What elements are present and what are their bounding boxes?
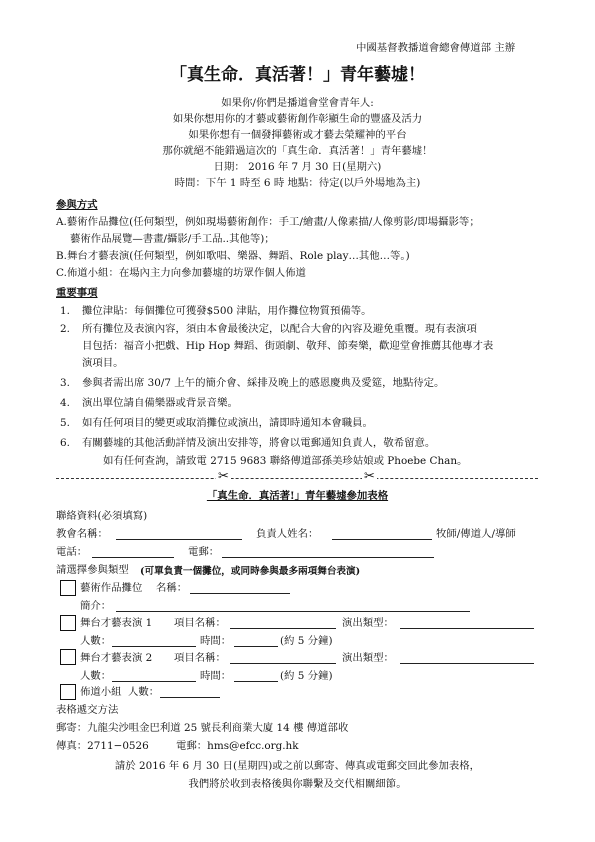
phone-field[interactable] [92,557,174,558]
select-type-label: 請選擇參與類型 [56,564,129,576]
stage2-item-name-label: 項目名稱： [174,652,226,664]
stage1-people-field[interactable] [112,646,196,647]
note-text-2c: 演項目。 [82,357,124,369]
booth-name-label: 名稱： [156,582,188,594]
booth-label: 藝術作品攤位 [80,582,143,594]
church-label: 教會名稱： [56,528,108,540]
submit-heading: 表格遞交方法 [56,704,119,716]
intro-line-1: 如果你/你們是播道會堂會青年人: [221,97,374,109]
fax-number: 傳真：2711−0526 [56,740,149,752]
note-number-1: 1. [60,305,70,317]
note-number-3: 3. [60,377,70,389]
mail-address: 郵寄：九龍尖沙咀金巴利道 25 號長利商業大廈 14 樓 傳道部收 [56,722,349,734]
stage2-time-note: (約 5 分鐘) [280,670,333,682]
event-date: 日期： 2016 年 7 月 30 日(星期六) [213,161,382,173]
deadline-line-2: 我們將於收到表格後與你聯繫及交代相關細節。 [188,778,407,790]
stage2-item-name-field[interactable] [230,663,336,664]
stage2-perf-type-label: 演出類型： [342,652,394,664]
booth-name-field[interactable] [190,593,290,594]
person-name-field[interactable] [332,539,432,540]
scissors-icon: ✂ [218,469,229,484]
stage2-people-label: 人數： [80,670,112,682]
email-field[interactable] [222,557,434,558]
note-text-3: 參與者需出席 30/7 上午的簡介會、綵排及晚上的感恩慶典及愛筵，地點待定。 [82,377,445,389]
stage2-time-label: 時間： [200,670,232,682]
stage2-label: 舞台才藝表演 2 [80,652,153,664]
email-label: 電郵： [188,546,220,558]
evangel-label: 佈道小組 [80,686,122,698]
stage1-label: 舞台才藝表演 1 [80,617,153,629]
stage2-people-field[interactable] [112,681,196,682]
stage1-perf-type-field[interactable] [400,628,534,629]
stage2-time-field[interactable] [234,681,278,682]
booth-checkbox[interactable] [60,580,76,596]
scissors-icon: ✂ [364,469,375,484]
contact-line: 如有任何查詢，請致電 2715 9683 聯絡傳道部孫美珍姑娘或 Phoebe Chan。 [103,455,468,467]
contact-heading: 聯絡資料(必須填寫) [56,510,148,522]
stage1-time-note: (約 5 分鐘) [280,635,333,647]
participation-item-a: A.藝術作品攤位(任何類型，例如現場藝術創作：手工/繪畫/人像素描/人像剪影/即場攝影等； [56,216,480,228]
note-number-6: 6. [60,437,70,449]
participation-item-c: C.佈道小組：在場內主力向參加藝墟的坊眾作個人佈道 [56,267,306,279]
person-label: 負責人姓名： [256,528,319,540]
evangel-checkbox[interactable] [60,684,76,700]
intro-line-3: 如果你想有一個發揮藝術或才藝去榮耀神的平台 [188,129,407,141]
email-address: 電郵：hms@efcc.org.hk [176,740,299,752]
participation-item-a-cont: 藝術作品展覽—書畫/攝影/手工品..其他等)； [70,233,275,245]
organizer-line: 中國基督教播道會總會傳道部 主辦 [356,42,516,54]
cut-line [56,478,538,479]
note-number-5: 5. [60,417,70,429]
participation-item-b: B.舞台才藝表演(任何類型，例如歌唱、樂器、舞蹈、Role play…其他…等。) [56,250,410,262]
note-text-1: 攤位津貼：每個攤位可獲發$500 津貼，用作攤位物質預備等。 [82,305,372,317]
note-text-4: 演出單位請自備樂器或背景音樂。 [82,397,238,409]
page-title: 「真生命．真活著！」青年藝墟！ [170,65,425,85]
form-title: 「真生命．真活著!」青年藝墟參加表格 [206,490,389,502]
stage1-item-name-field[interactable] [230,628,336,629]
note-text-6: 有關藝墟的其他活動詳情及演出安排等，將會以電郵通知負責人，敬希留意。 [82,437,436,449]
participation-heading: 參與方式 [56,199,98,211]
stage1-checkbox[interactable] [60,615,76,631]
deadline-line-1: 請於 2016 年 6 月 30 日(星期四)或之前以郵寄、傳真或電郵交回此參加表格， [114,760,481,772]
intro-line-4: 那你就絕不能錯過這次的「真生命．真活著！」青年藝墟！ [162,145,433,157]
stage1-time-field[interactable] [234,646,278,647]
note-text-2: 所有攤位及表演內容，須由本會最後決定，以配合大會的內容及避免重覆。現有表演項 [82,323,477,335]
stage1-perf-type-label: 演出類型： [342,617,394,629]
stage2-checkbox[interactable] [60,649,76,665]
select-type-note: (可單負責一個攤位，或同時參與最多兩項舞台表演) [140,566,361,577]
note-text-2b: 目包括：福音小把戲、Hip Hop 舞蹈、街頭劇、敬拜、節奏樂，歡迎堂會推薦其他專才表 [82,340,494,352]
note-number-2: 2. [60,323,70,335]
stage1-item-name-label: 項目名稱： [174,617,226,629]
note-number-4: 4. [60,397,70,409]
note-text-5: 如有任何項目的變更或取消攤位或演出，請即時通知本會職員。 [82,417,373,429]
stage1-people-label: 人數： [80,635,112,647]
notes-heading: 重要事項 [56,287,98,299]
evangel-people-label: 人數： [128,686,160,698]
event-time-venue: 時間：下午 1 時至 6 時 地點：待定(以戶外場地為主) [174,177,421,189]
role-label: 牧師/傳道人/導師 [436,528,516,540]
evangel-people-field[interactable] [160,697,220,698]
church-name-field[interactable] [116,539,242,540]
booth-intro-label: 簡介： [80,600,112,612]
booth-intro-field[interactable] [116,611,470,612]
stage2-perf-type-field[interactable] [400,663,534,664]
phone-label: 電話： [56,546,88,558]
stage1-time-label: 時間： [200,635,232,647]
intro-line-2: 如果你想用你的才藝或藝術創作彰顯生命的豐盛及活力 [172,113,423,125]
